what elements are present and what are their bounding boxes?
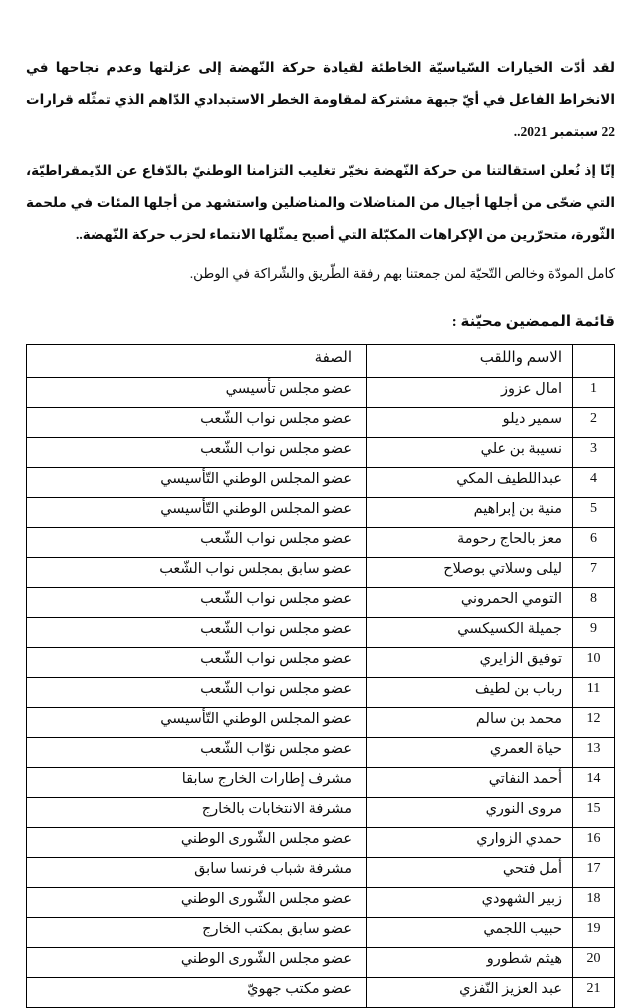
signatory-role-cell: عضو مجلس نواب الشّعب <box>27 618 367 648</box>
row-number-cell: 14 <box>573 768 615 798</box>
signatory-name-cell: حبيب اللجمي <box>367 918 573 948</box>
row-number-cell: 6 <box>573 528 615 558</box>
signatory-role-cell: عضو سابق بمجلس نواب الشّعب <box>27 558 367 588</box>
signatory-name-cell: محمد بن سالم <box>367 708 573 738</box>
signatory-name-cell: التومي الحمروني <box>367 588 573 618</box>
signatory-name-cell: حمدي الزواري <box>367 828 573 858</box>
table-row <box>27 918 615 948</box>
row-number-cell: 13 <box>573 738 615 768</box>
signatory-role-cell: عضو مجلس الشّورى الوطني <box>27 948 367 978</box>
row-number-cell: 7 <box>573 558 615 588</box>
row-number-cell: 12 <box>573 708 615 738</box>
table-row <box>27 558 615 588</box>
table-row <box>27 648 615 678</box>
signatory-role-cell: عضو مجلس نوّاب الشّعب <box>27 738 367 768</box>
signatory-name-cell: أمل فتحي <box>367 858 573 888</box>
closing-paragraph: كامل المودّة وخالص التّحيّة لمن جمعتنا بهم رفقة الطّريق والشّراكة في الوطن. <box>189 266 615 281</box>
signatory-name-cell: سمير ديلو <box>367 408 573 438</box>
row-number-cell: 17 <box>573 858 615 888</box>
row-number-cell: 1 <box>573 378 615 408</box>
header-cell-number <box>573 345 615 378</box>
signatory-name-cell: جميلة الكسيكسي <box>367 618 573 648</box>
signatory-name-cell: مروى النوري <box>367 798 573 828</box>
signatory-role-cell: عضو سابق بمكتب الخارج <box>27 918 367 948</box>
table-row <box>27 798 615 828</box>
table-row <box>27 948 615 978</box>
table-row <box>27 438 615 468</box>
statement-text <box>26 52 615 290</box>
signatory-name-cell: توفيق الزايري <box>367 648 573 678</box>
intro-paragraph-2: إنّا إذ نُعلن استقالتنا من حركة النّهضة نخيّر تغليب التزامنا الوطنيّ بالدّفاع عن الدّيمقراطيّة، التي ضحّى من أجلها أجيال من المناضلات والمناضلين واستشهد من أجلها المئات في ملحمة الثّورة، متحرّرين من الإكراهات المكبّلة التي أصبح يمثّلها الانتماء لحزب حركة النّهضة.. <box>26 163 615 242</box>
signatory-role-cell: عضو مجلس نواب الشّعب <box>27 438 367 468</box>
row-number-cell: 10 <box>573 648 615 678</box>
signatories-table-body <box>27 378 615 1008</box>
table-row <box>27 888 615 918</box>
table-row <box>27 408 615 438</box>
row-number-cell: 18 <box>573 888 615 918</box>
signatory-role-cell: عضو مجلس نواب الشّعب <box>27 528 367 558</box>
signatory-role-cell: عضو مجلس نواب الشّعب <box>27 408 367 438</box>
row-number-cell: 9 <box>573 618 615 648</box>
signatory-name-cell: معز بالحاج رحومة <box>367 528 573 558</box>
row-number-cell: 20 <box>573 948 615 978</box>
signatory-name-cell: حياة العمري <box>367 738 573 768</box>
table-row <box>27 828 615 858</box>
table-row <box>27 858 615 888</box>
table-row <box>27 468 615 498</box>
row-number-cell: 16 <box>573 828 615 858</box>
signatory-name-cell: ليلى وسلاتي بوصلاح <box>367 558 573 588</box>
table-row <box>27 498 615 528</box>
header-cell-name: الاسم واللقب <box>367 345 573 378</box>
signatory-name-cell: امال عزوز <box>367 378 573 408</box>
row-number-cell: 11 <box>573 678 615 708</box>
row-number-cell: 4 <box>573 468 615 498</box>
table-row <box>27 978 615 1008</box>
table-row <box>27 738 615 768</box>
signatory-role-cell: مشرف إطارات الخارج سابقا <box>27 768 367 798</box>
row-number-cell: 8 <box>573 588 615 618</box>
row-number-cell: 2 <box>573 408 615 438</box>
table-row <box>27 768 615 798</box>
signatory-role-cell: مشرفة شباب فرنسا سابق <box>27 858 367 888</box>
row-number-cell: 15 <box>573 798 615 828</box>
row-number-cell: 5 <box>573 498 615 528</box>
signatories-list-heading: قائمة الممضين محيّنة : <box>451 314 615 330</box>
signatory-role-cell: عضو مجلس نواب الشّعب <box>27 648 367 678</box>
table-header-row <box>27 345 615 378</box>
table-row <box>27 618 615 648</box>
row-number-cell: 21 <box>573 978 615 1008</box>
signatory-role-cell: عضو مجلس الشّورى الوطني <box>27 888 367 918</box>
signatory-role-cell: مشرفة الانتخابات بالخارج <box>27 798 367 828</box>
signatory-role-cell: عضو المجلس الوطني التّأسيسي <box>27 498 367 528</box>
signatory-role-cell: عضو مجلس الشّورى الوطني <box>27 828 367 858</box>
header-cell-role: الصفة <box>27 345 367 378</box>
signatory-role-cell: عضو مجلس تأسيسي <box>27 378 367 408</box>
table-row <box>27 588 615 618</box>
row-number-cell: 19 <box>573 918 615 948</box>
signatory-name-cell: نسيبة بن علي <box>367 438 573 468</box>
signatory-name-cell: رباب بن لطيف <box>367 678 573 708</box>
signatory-name-cell: عبد العزيز النّفزي <box>367 978 573 1008</box>
signatory-name-cell: عبداللطيف المكي <box>367 468 573 498</box>
signatories-table <box>26 344 615 1008</box>
signatory-role-cell: عضو المجلس الوطني التّأسيسي <box>27 468 367 498</box>
table-row <box>27 708 615 738</box>
signatory-role-cell: عضو مكتب جهويّ <box>27 978 367 1008</box>
signatory-role-cell: عضو المجلس الوطني التّأسيسي <box>27 708 367 738</box>
signatory-role-cell: عضو مجلس نواب الشّعب <box>27 588 367 618</box>
signatory-name-cell: زبير الشهودي <box>367 888 573 918</box>
row-number-cell: 3 <box>573 438 615 468</box>
signatory-name-cell: أحمد النفاتي <box>367 768 573 798</box>
intro-paragraph-1: لقد أدّت الخيارات السّياسيّة الخاطئة لقيادة حركة النّهضة إلى عزلتها وعدم نجاحها في الانخراط الفاعل في أيّ جبهة مشتركة لمقاومة الخطر الاستبدادي الدّاهم الذي تمثّله قرارات 22 سبتمبر 2021.. <box>26 60 615 139</box>
signatory-name-cell: هيثم شطورو <box>367 948 573 978</box>
table-row <box>27 678 615 708</box>
table-row <box>27 378 615 408</box>
signatory-role-cell: عضو مجلس نواب الشّعب <box>27 678 367 708</box>
signatory-name-cell: منية بن إبراهيم <box>367 498 573 528</box>
table-row <box>27 528 615 558</box>
